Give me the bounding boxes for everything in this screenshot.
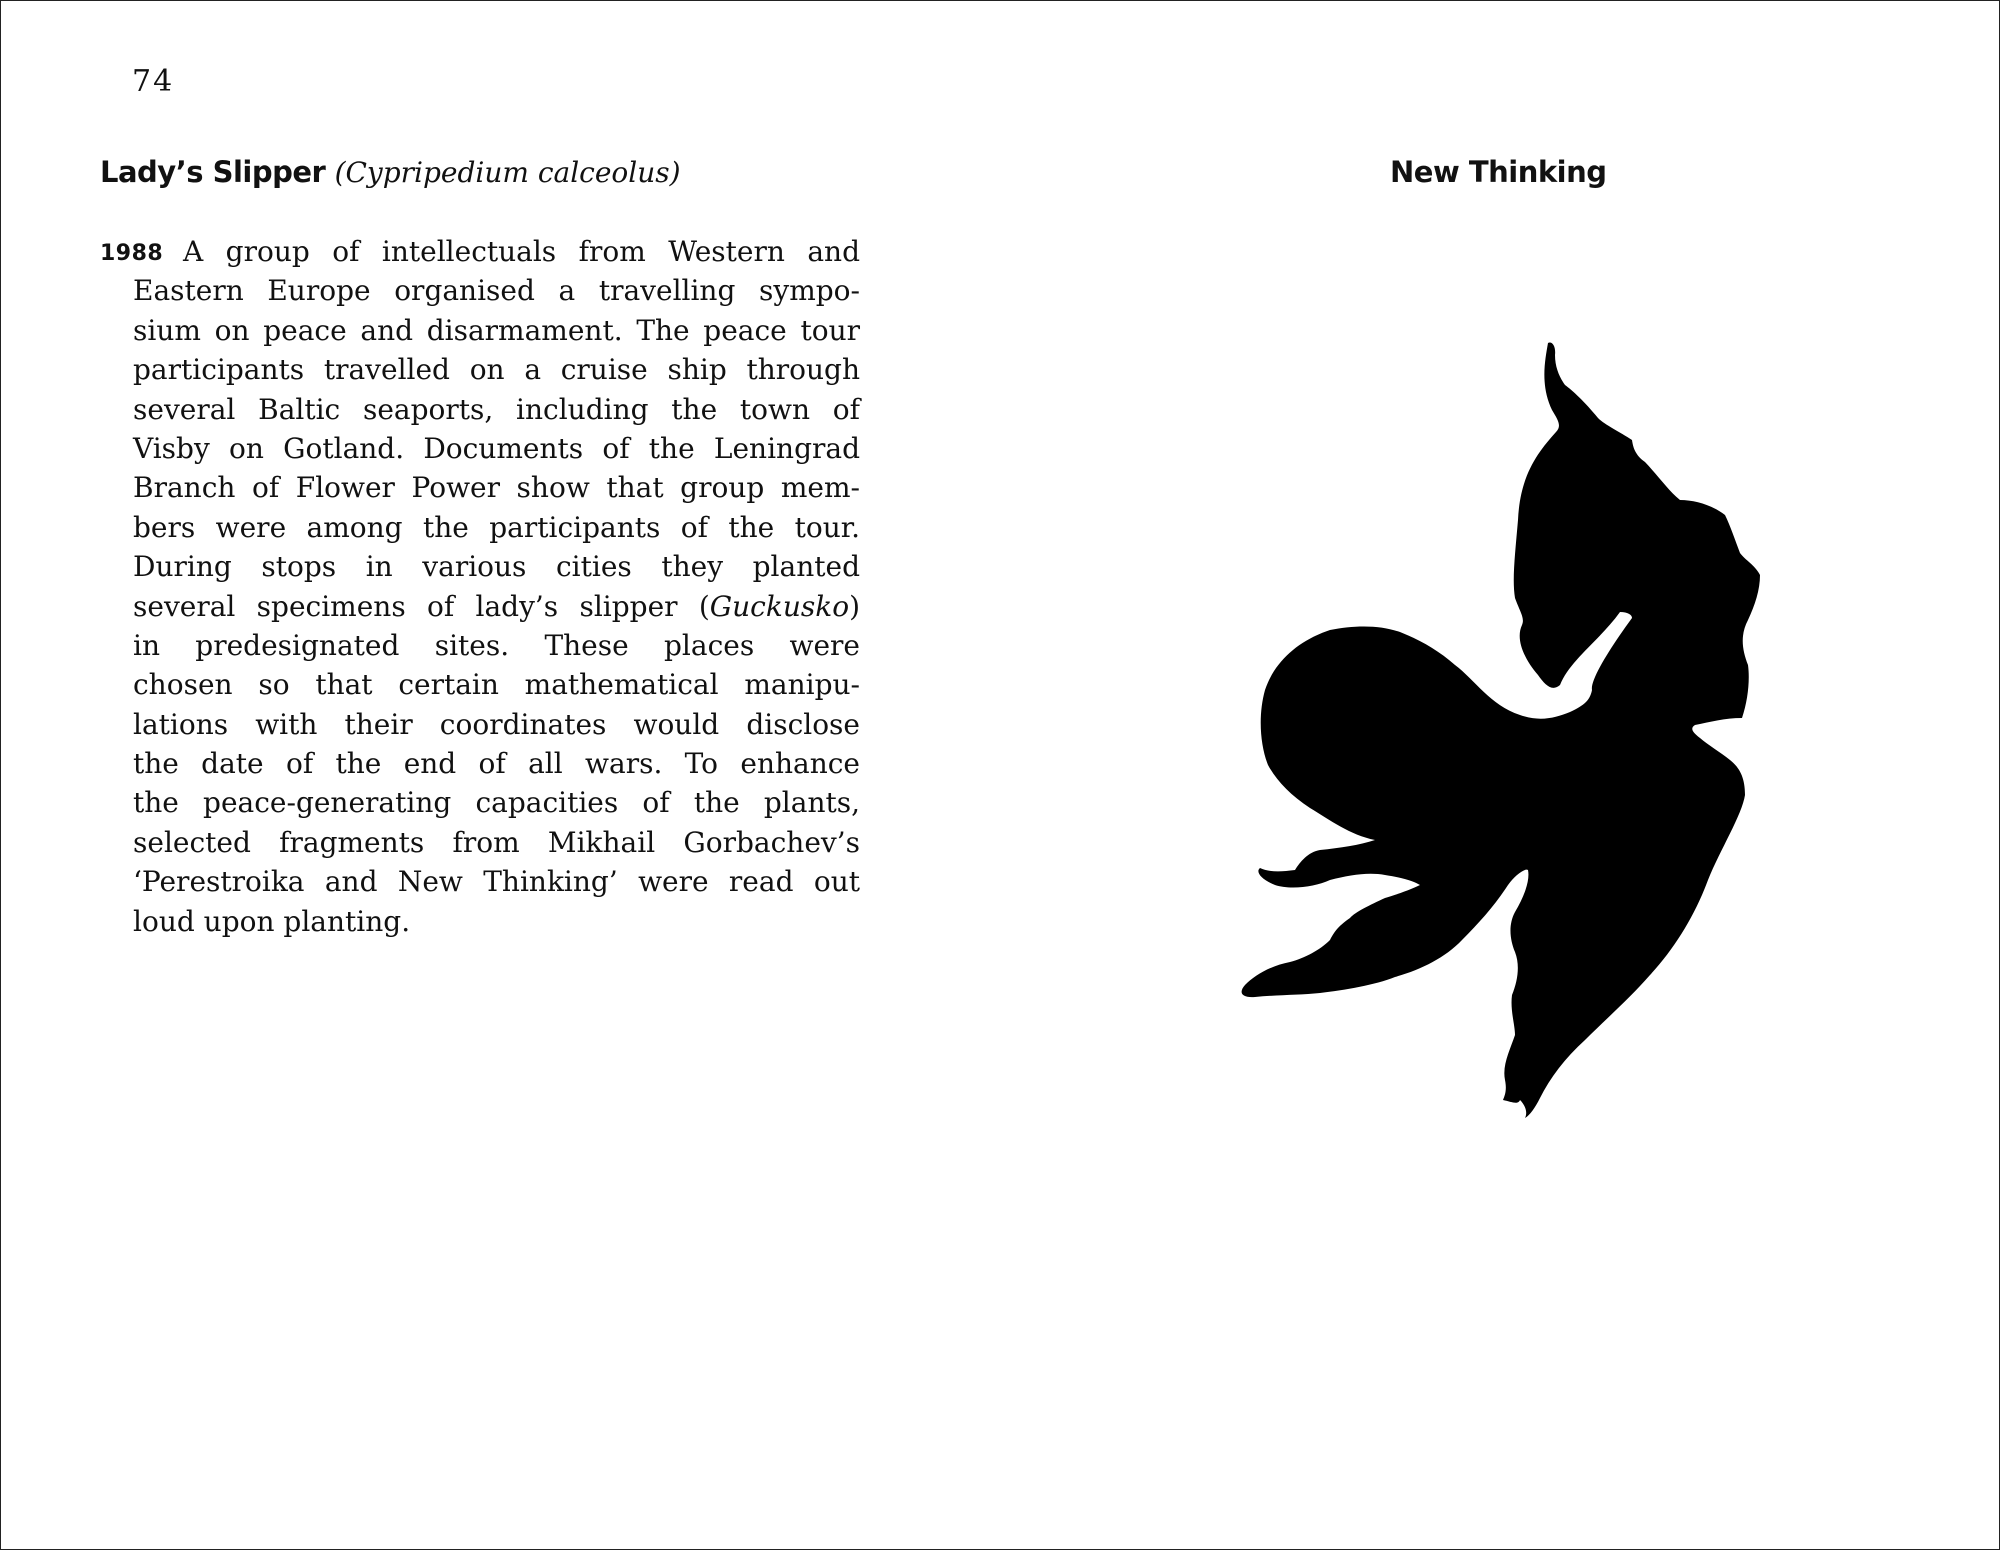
body-line: in predesignated sites. These places were xyxy=(133,628,860,662)
entry-heading xyxy=(100,155,681,189)
body-line: loud upon planting. xyxy=(133,904,411,938)
entry-body xyxy=(100,232,860,941)
body-line: several Baltic seaports, including the town of xyxy=(133,392,860,426)
latin-name: (Cypripedium calceolus) xyxy=(334,156,681,189)
local-name: Guckusko xyxy=(709,589,850,623)
entry-year: 1988 xyxy=(100,241,164,266)
body-line: During stops in various cities they planted xyxy=(133,550,860,584)
body-line: selected fragments from Mikhail Gorbachev’s xyxy=(133,825,860,859)
ladys-slipper-silhouette-icon xyxy=(1230,335,1790,1125)
body-line-text: several specimens of lady’s slipper ( xyxy=(133,589,710,623)
body-line: Visby on Gotland. Documents of the Leningrad xyxy=(133,431,860,465)
body-line: the date of the end of all wars. To enhance xyxy=(133,747,860,781)
body-line: bers were among the participants of the tour. xyxy=(133,510,860,544)
body-line: sium on peace and disarmament. The peace tour xyxy=(133,313,860,347)
body-line: chosen so that certain mathematical manipu- xyxy=(133,668,860,702)
body-line: A group of intellectuals from Western and xyxy=(183,235,860,268)
local-name-close: ) xyxy=(849,589,860,623)
body-line: Branch of Flower Power show that group mem- xyxy=(133,471,860,505)
body-line: participants travelled on a cruise ship through xyxy=(133,353,860,387)
body-line: the peace-generating capacities of the plants, xyxy=(133,786,860,820)
body-line-mixed xyxy=(133,587,860,626)
body-line: ‘Perestroika and New Thinking’ were read out xyxy=(133,865,860,899)
page-number: 74 xyxy=(132,64,175,99)
common-name: Lady’s Slipper xyxy=(100,155,326,189)
body-line: Eastern Europe organised a travelling sympo- xyxy=(133,274,860,308)
section-title: New Thinking xyxy=(1390,155,1607,189)
flower-silhouette xyxy=(1242,343,1760,1118)
body-line: lations with their coordinates would disclose xyxy=(133,707,860,741)
